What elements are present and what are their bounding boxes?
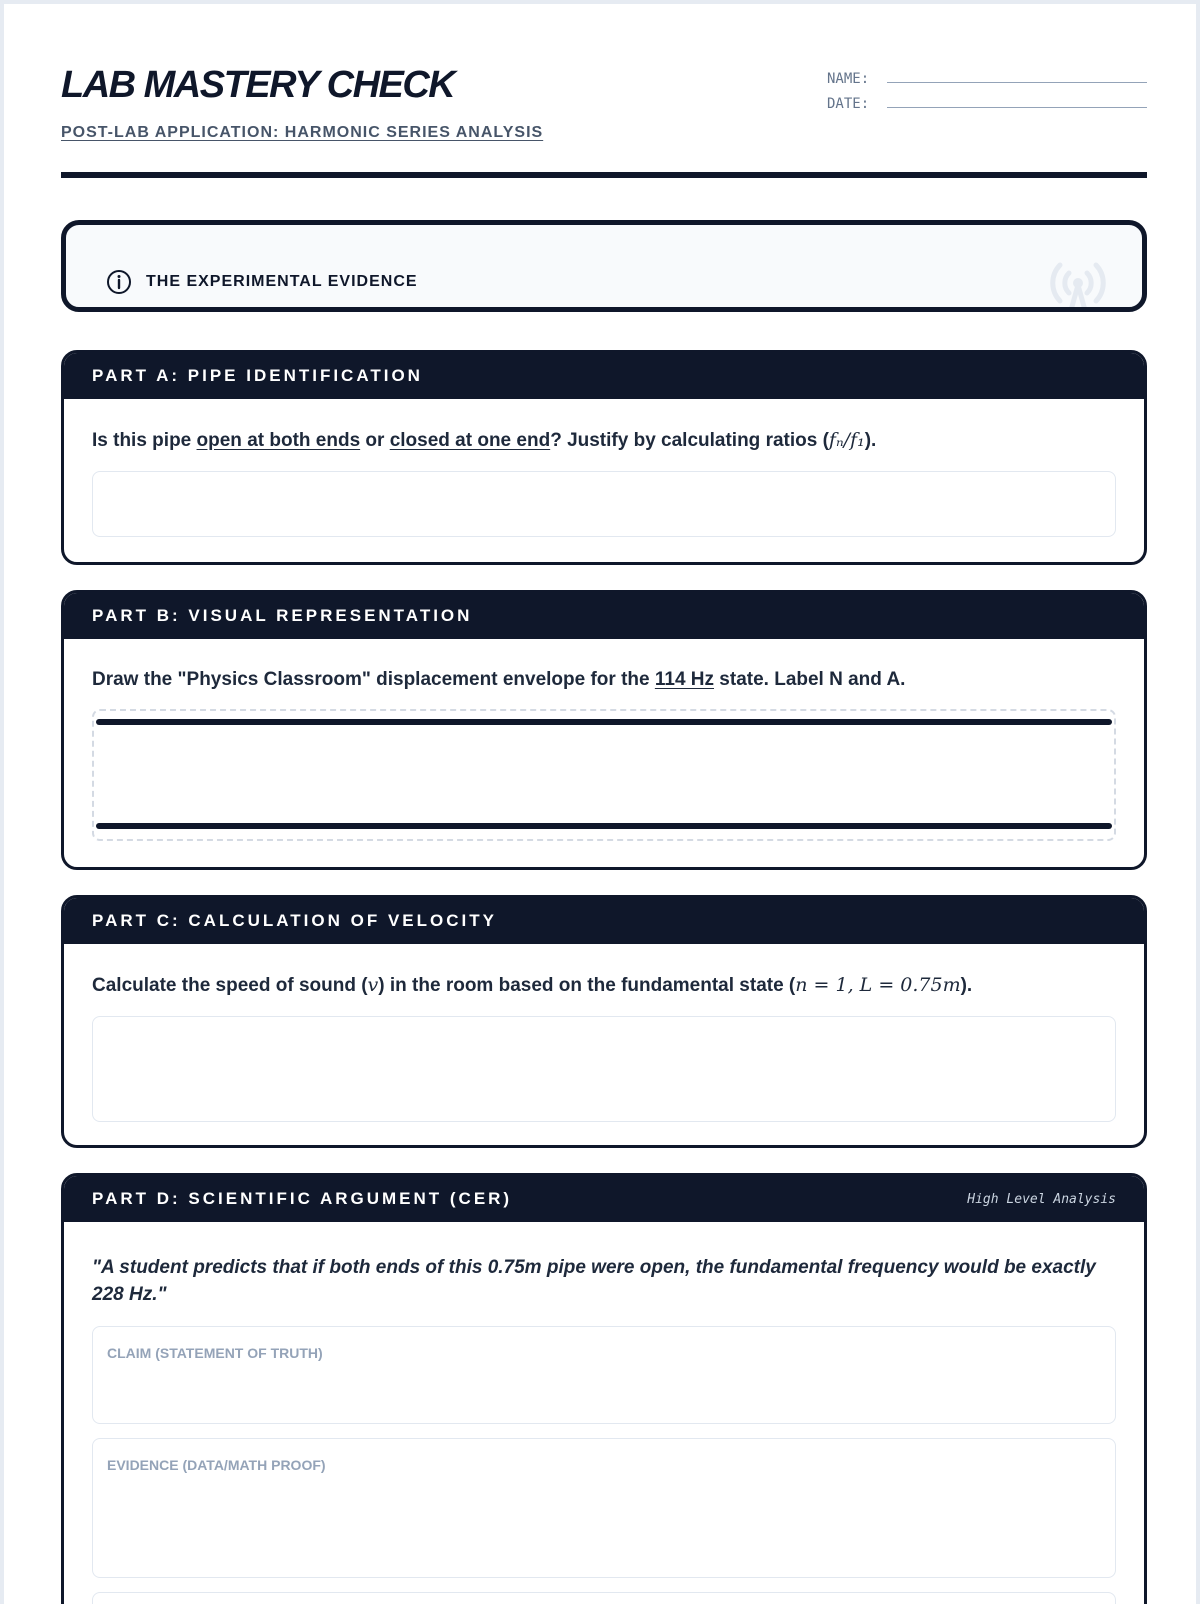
part-d-title: PART D: SCIENTIFIC ARGUMENT (CER) <box>92 1189 513 1208</box>
tube-top-wall <box>96 719 1112 725</box>
fundamental-math: n = 1, L = 0.75m <box>795 974 961 996</box>
part-b-card <box>61 590 1147 870</box>
date-field[interactable] <box>887 106 1147 108</box>
date-label: DATE: <box>827 96 870 112</box>
part-a-card <box>61 350 1147 565</box>
reasoning-box[interactable] <box>92 1592 1116 1604</box>
frequency-value: 114 Hz <box>654 669 715 690</box>
prompt-text: speed of sound ( <box>215 975 368 996</box>
part-b-header <box>64 593 1144 639</box>
prompt-text: ? Justify by calculating ratios ( <box>550 430 829 451</box>
prompt-text: Draw the "Physics Classroom" displacement envelope for the <box>92 669 655 690</box>
part-c-header <box>64 898 1144 944</box>
name-field[interactable] <box>887 81 1147 83</box>
prompt-text: in the room based on the fundamental state ( <box>384 975 796 996</box>
student-prediction-quote: "A student predicts that if both ends of this 0.75m pipe were open, the fundamental frequency would be exactly 228 Hz." <box>92 1257 1096 1305</box>
part-b-prompt <box>92 669 905 691</box>
evidence-box[interactable] <box>92 1438 1116 1578</box>
speed-of-sound-term <box>216 975 385 996</box>
prompt-text: or <box>360 430 390 451</box>
prompt-text: Calculate the <box>92 975 216 996</box>
name-row <box>827 62 1147 87</box>
part-c-card <box>61 895 1147 1148</box>
part-d-tag: High Level Analysis <box>967 1191 1116 1207</box>
velocity-var: v <box>367 974 379 996</box>
part-a-answer-box[interactable] <box>92 471 1116 537</box>
name-label: NAME: <box>827 71 870 87</box>
option-closed: closed at one end <box>389 430 551 451</box>
prompt-text: ). <box>960 975 973 996</box>
page-subtitle: POST-LAB APPLICATION: HARMONIC SERIES ANALYSIS <box>61 124 544 141</box>
part-c-title: PART C: CALCULATION OF VELOCITY <box>92 911 497 930</box>
part-b-title: PART B: VISUAL REPRESENTATION <box>92 606 473 625</box>
prompt-text: ). <box>864 430 877 451</box>
header-divider <box>61 172 1147 178</box>
evidence-heading <box>106 269 418 295</box>
evidence-label: EVIDENCE (DATA/MATH PROOF) <box>107 1457 326 1473</box>
ratio-math: fₙ/f₁ <box>828 429 865 451</box>
student-meta <box>827 62 1147 112</box>
part-d-card <box>61 1173 1147 1604</box>
evidence-title: THE EXPERIMENTAL EVIDENCE <box>146 273 418 290</box>
prompt-text: state. Label N and A. <box>714 669 906 690</box>
worksheet-page <box>4 4 1196 1604</box>
part-c-answer-box[interactable] <box>92 1016 1116 1122</box>
info-icon <box>106 269 132 295</box>
part-a-title: PART A: PIPE IDENTIFICATION <box>92 366 423 385</box>
date-row <box>827 87 1147 112</box>
claim-label: CLAIM (STATEMENT OF TRUTH) <box>107 1345 323 1361</box>
part-a-prompt <box>92 429 876 452</box>
part-a-header <box>64 353 1144 399</box>
evidence-panel <box>61 220 1147 312</box>
part-c-prompt <box>92 974 972 997</box>
option-open: open at both ends <box>196 430 361 451</box>
claim-box[interactable] <box>92 1326 1116 1424</box>
prompt-text: ) <box>378 975 385 996</box>
broadcast-icon <box>1038 245 1118 312</box>
page-title: LAB MASTERY CHECK <box>61 64 455 106</box>
part-d-header <box>64 1176 1144 1222</box>
prompt-text: Is this pipe <box>92 430 197 451</box>
tube-bottom-wall <box>96 823 1112 829</box>
drawing-area[interactable] <box>92 709 1116 841</box>
